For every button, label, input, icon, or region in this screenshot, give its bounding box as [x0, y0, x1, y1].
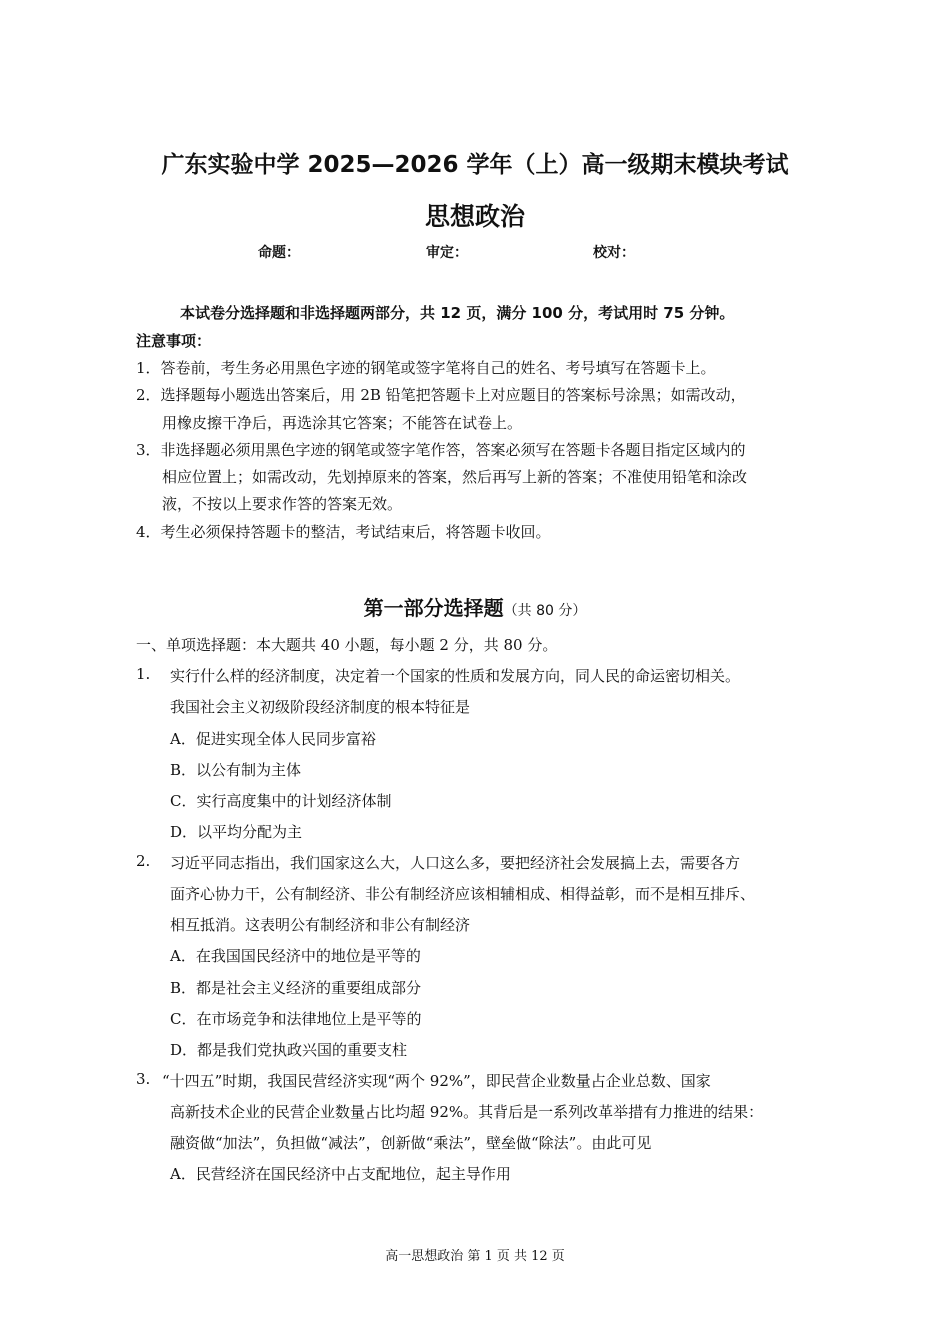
question-number: 1. [136, 665, 151, 683]
page-footer: 高一思想政治 第 1 页 共 12 页 [385, 1249, 565, 1264]
option-b: B．都是社会主义经济的重要组成部分 [170, 979, 422, 997]
option-b: B．以公有制为主体 [170, 761, 302, 779]
option-c: C．实行高度集中的计划经济体制 [170, 792, 392, 810]
question-stem: 高新技术企业的民营企业数量占比均超 92%。其背后是一系列改革举措有力推进的结果： [170, 1103, 764, 1121]
notice-item: 3．非选择题必须用黑色字迹的钢笔或签字笔作答，答案必须写在答题卡各题目指定区域内的 [136, 441, 746, 459]
option-d: D．以平均分配为主 [170, 823, 303, 841]
question-number: 2. [136, 852, 151, 870]
question-stem: 面齐心协力干，公有制经济、非公有制经济应该相辅相成、相得益彰，而不是相互排斥、 [170, 885, 756, 903]
question-stem: 融资做“加法”，负担做“减法”，创新做“乘法”，壁垒做“除法”。由此可见 [170, 1134, 652, 1152]
exam-title: 广东实验中学 2025—2026 学年（上）高一级期末模块考试 [161, 152, 789, 178]
notice-item: 用橡皮擦干净后，再选涂其它答案；不能答在试卷上。 [162, 414, 523, 432]
option-a: A．在我国国民经济中的地位是平等的 [170, 947, 421, 965]
notice-item: 相应位置上；如需改动，先划掉原来的答案，然后再写上新的答案；不准使用铅笔和涂改 [162, 468, 748, 486]
question-stem: 相互抵消。这表明公有制经济和非公有制经济 [170, 916, 471, 934]
option-d: D．都是我们党执政兴国的重要支柱 [170, 1041, 408, 1059]
section-title: 第一部分选择题 [363, 596, 504, 620]
question-stem: 习近平同志指出，我们国家这么大，人口这么多，要把经济社会发展搞上去，需要各方 [170, 854, 741, 872]
section-instruction: 一、单项选择题：本大题共 40 小题，每小题 2 分，共 80 分。 [136, 636, 558, 654]
notice-item: 液，不按以上要求作答的答案无效。 [162, 495, 403, 513]
question-stem: 我国社会主义初级阶段经济制度的根本特征是 [170, 698, 471, 716]
option-a: A．促进实现全体人民同步富裕 [170, 730, 376, 748]
signature-author: 命题： [258, 245, 300, 261]
exam-intro: 本试卷分选择题和非选择题两部分，共 12 页，满分 100 分，考试用时 75 分钟。 [180, 304, 735, 322]
notice-item: 4．考生必须保持答题卡的整洁，考试结束后，将答题卡收回。 [136, 523, 551, 541]
option-c: C．在市场竞争和法律地位上是平等的 [170, 1010, 422, 1028]
subject-title: 思想政治 [424, 202, 525, 231]
question-stem: 实行什么样的经济制度，决定着一个国家的性质和发展方向，同人民的命运密切相关。 [170, 667, 741, 685]
section-points: （共 80 分） [503, 603, 587, 619]
notice-heading: 注意事项： [136, 332, 212, 350]
notice-item: 2．选择题每小题选出答案后，用 2B 铅笔把答题卡上对应题目的答案标号涂黑；如需改动， [136, 386, 746, 404]
question-stem: “十四五”时期，我国民营经济实现“两个 92%”，即民营企业数量占企业总数、国家 [162, 1072, 711, 1090]
option-a: A．民营经济在国民经济中占支配地位，起主导作用 [170, 1165, 511, 1183]
section-heading [0, 592, 950, 621]
notice-item: 1．答卷前，考生务必用黑色字迹的钢笔或签字笔将自己的姓名、考号填写在答题卡上。 [136, 359, 716, 377]
question-number: 3. [136, 1070, 151, 1088]
signature-reviewer: 审定： [426, 245, 468, 261]
signature-proofreader: 校对： [593, 245, 635, 261]
